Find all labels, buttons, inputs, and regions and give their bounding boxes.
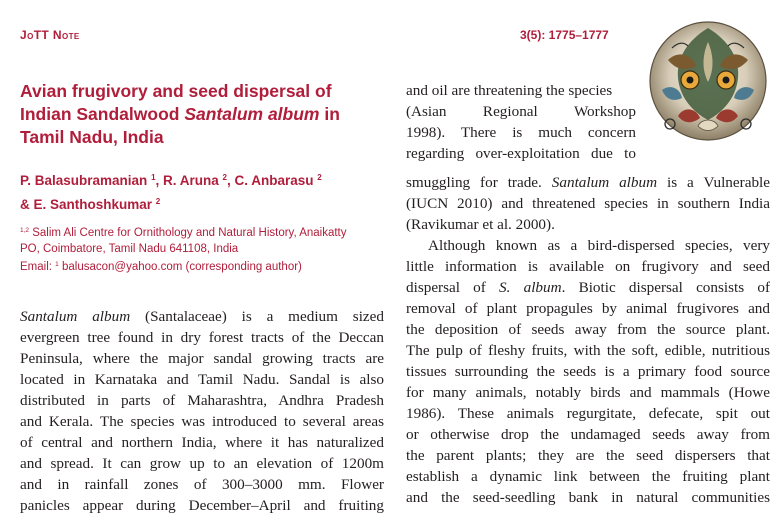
text-run: smuggling for trade. (406, 174, 552, 191)
text-line (406, 80, 636, 101)
text-line (20, 348, 384, 369)
text-line (406, 101, 636, 122)
species-name: S. album (499, 279, 562, 296)
text-run: dispersal of (406, 279, 500, 296)
title-line: Tamil Nadu, India (20, 127, 164, 147)
text-run: and spread. It can grow up to an elevation of 1200m (20, 455, 384, 472)
text-run: evergreen tree found in dry forest tracts of the Deccan (20, 329, 384, 346)
text-line (20, 432, 384, 453)
author-affil-mark: 2 (155, 197, 161, 206)
title-text: Indian Sandalwood (20, 104, 185, 124)
text-run: 1998). There is much concern (406, 124, 636, 141)
text-line (20, 327, 384, 348)
text-run: regarding over-exploitation due to (406, 145, 636, 162)
title-line (20, 103, 395, 126)
authors-line (20, 167, 400, 191)
text-line (406, 193, 770, 214)
affil-mark: 1 (55, 261, 59, 268)
text-line (406, 235, 770, 256)
text-run: the parent plants; they are the seed dispersers that (406, 447, 770, 464)
email-line (20, 257, 400, 275)
body-column-right (406, 172, 770, 508)
email-label: Email: (20, 261, 56, 273)
text-run: Peninsula, where the major sandal growing tracts are (20, 350, 384, 367)
text-run: The pulp of fleshy fruits, with the soft, edible, nutritious (406, 342, 770, 359)
email-address[interactable]: balusacon@yahoo.com (corresponding author) (58, 261, 302, 273)
species-name: Santalum album (551, 174, 658, 191)
text-line (406, 298, 770, 319)
title-species: Santalum album (184, 104, 320, 124)
species-name: Santalum album (20, 308, 131, 325)
text-line (406, 214, 770, 235)
affiliation (20, 223, 400, 275)
author-name: , R. Aruna (155, 173, 223, 188)
text-run: Although known as a bird-dispersed species, very (428, 237, 770, 254)
text-line (20, 306, 384, 327)
title-line: Avian frugivory and seed dispersal of (20, 81, 332, 101)
text-run: and Kerala. The species was introduced to several areas (20, 413, 384, 430)
author-affil-mark: 1 (151, 173, 156, 182)
author-name: & E. Santhoshkumar (20, 197, 156, 212)
text-line (406, 403, 770, 424)
text-line (20, 474, 384, 495)
journal-label: JoTT Note (20, 28, 80, 42)
text-run: . Biotic dispersal consists of (561, 279, 770, 296)
affiliation-text: Salim Ali Centre for Ornithology and Natural History, Anaikatty (29, 227, 347, 239)
text-line (406, 277, 770, 298)
text-run: and the seed-seedling bank in natural communities (406, 489, 770, 506)
text-run: little information is available on frugivory and seed (406, 258, 770, 275)
text-run: (Santalaceae) is a medium sized (130, 308, 384, 325)
affiliation-line (20, 223, 400, 241)
text-line (20, 411, 384, 432)
text-run: (Asian Regional Workshop (406, 103, 636, 120)
text-line (406, 172, 770, 193)
author-name: P. Balasubramanian (20, 173, 152, 188)
title-text: in (319, 104, 340, 124)
text-line (406, 122, 636, 143)
text-line (20, 390, 384, 411)
text-line (406, 340, 770, 361)
authors (20, 167, 400, 215)
text-run: 1986). These animals regurgitate, defecate, spit out (406, 405, 770, 422)
jott-emblem-icon (648, 20, 768, 142)
author-affil-mark: 2 (317, 173, 322, 182)
text-run: (Ravikumar et al. 2000). (406, 216, 555, 233)
text-run: for many animals, notably birds and mammals (Howe (406, 384, 770, 401)
text-run: tissues surrounding the seeds is a primary food source (406, 363, 770, 380)
text-line (406, 256, 770, 277)
text-run: panicles appear during December–April and fruiting (20, 497, 384, 514)
affil-mark: 1,2 (20, 227, 30, 234)
text-run: and oil are threatening the species (406, 82, 613, 99)
text-line (406, 143, 636, 164)
text-run: and in rainfall zones of 300–3000 mm. Flower (20, 476, 384, 493)
text-run: or otherwise drop the undamaged seeds away from (406, 426, 770, 443)
text-line (20, 453, 384, 474)
text-run: removal of plant propagules by animal frugivores and (406, 300, 770, 317)
text-line (406, 466, 770, 487)
text-line (406, 319, 770, 340)
text-run: distributed in parts of Maharashtra, Andhra Pradesh (20, 392, 384, 409)
text-run: located in Karnataka and Tamil Nadu. Sandal is also (20, 371, 384, 388)
citation: 3(5): 1775–1777 (520, 28, 609, 42)
body-column-right-top (406, 80, 636, 164)
article-title (20, 80, 395, 149)
text-run: (IUCN 2010) and threatened species in southern India (406, 195, 770, 212)
author-affil-mark: 2 (222, 173, 227, 182)
author-name: , C. Anbarasu (226, 173, 318, 188)
text-line (20, 369, 384, 390)
affiliation-line: PO, Coimbatore, Tamil Nadu 641108, India (20, 243, 239, 255)
text-line (406, 487, 770, 508)
text-line (406, 445, 770, 466)
body-column-left (20, 306, 384, 516)
text-line (406, 424, 770, 445)
text-run: the deposition of seeds away from the source plant. (406, 321, 770, 338)
text-run: is a Vulnerable (657, 174, 770, 191)
text-line (406, 361, 770, 382)
text-line (406, 382, 770, 403)
text-run: of central and northern India, where it has naturalized (20, 434, 384, 451)
authors-line (20, 191, 400, 215)
text-run: establish a dynamic link between the fruiting plant (406, 468, 770, 485)
text-line (20, 495, 384, 516)
